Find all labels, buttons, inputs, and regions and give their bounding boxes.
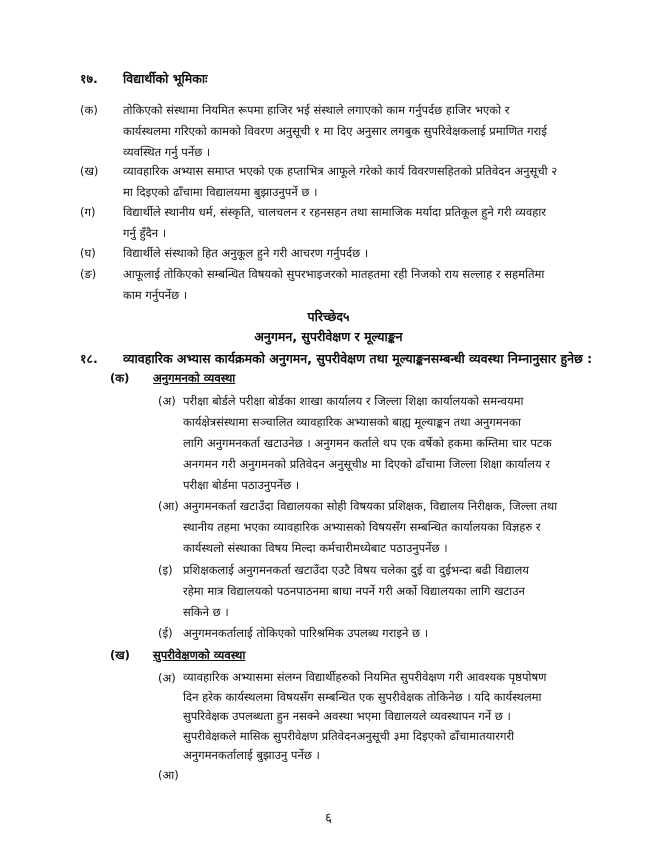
- list-item: [123, 100, 583, 163]
- list-item: [123, 202, 583, 244]
- item-text-line: विद्यार्थीले संस्थाको हित अनुकूल हुने गरी आचरण गर्नुपर्दछ ।: [123, 246, 369, 260]
- item-text-line: लागि अनुगमनकर्ता खटाउनेछ । अनुगमन कर्ताले थप एक वर्षेको हकमा कम्तिमा चार पटक: [183, 436, 552, 450]
- list-item: [183, 391, 583, 496]
- item-text-line: तोकिएको संस्थामा नियमित रूपमा हाजिर भई संस्थाले लगाएको काम गर्नुपर्दछ हाजिर भएको र: [123, 103, 510, 117]
- item-text-line: दिन हरेक कार्यस्थलमा विषयसँग सम्बन्धित एक सुपरीवेक्षक तोकिनेछ । यदि कार्यस्थलमा: [183, 689, 542, 704]
- section-17-title: विद्यार्थीको भूमिकाः: [123, 71, 208, 86]
- subsection-title: अनुगमनको व्यवस्था: [153, 371, 236, 385]
- item-text-line: व्यावहारिक अभ्यास समाप्त भएको एक हप्ताभित्र आफूले गरेको कार्य विवरणसहितको प्रतिवेदन अनुसूची २: [123, 164, 558, 178]
- item-label: (घ): [80, 246, 96, 260]
- section-18-title: व्यावहारिक अभ्यास कार्यक्रमको अनुगमन, सुपरीवेक्षण तथा मूल्याङ्कनसम्बन्धी व्यवस्था निम्नानुसार हुनेछ :: [123, 351, 593, 366]
- item-label: (ङ): [80, 267, 97, 281]
- item-text-line: स्थानीय तहमा भएका व्यावहारिक अभ्यासको विषयसँग सम्बन्धित कार्यालयका विज्ञहरु र: [183, 520, 541, 534]
- chapter-subtitle: अनुगमन, सुपरीवेक्षण र मूल्याङ्कन: [254, 329, 403, 344]
- item-label: (अ): [158, 671, 176, 685]
- item-text-line: सुपरिवेक्षक उपलब्धता हुन नसक्ने अवस्था भएमा विद्यालयले व्यवस्थापन गर्ने छ ।: [183, 709, 511, 723]
- item-text-line: कार्यस्थलमा गरिएको कामको विवरण अनुसूची १ मा दिए अनुसार लगबुक सुपरिवेक्षकलाई प्रमाणित गराई: [123, 124, 547, 138]
- list-item: [183, 560, 583, 623]
- list-item: [183, 623, 583, 644]
- list-item: [123, 161, 583, 203]
- subsection-title: सुपरीवेक्षणको व्यवस्था: [153, 648, 246, 662]
- item-text-line: गर्नु हुँदैन ।: [123, 226, 167, 240]
- chapter-title: परिच्छेद५: [307, 309, 350, 324]
- list-item: [183, 668, 583, 766]
- item-text-line: रहेमा मात्र विद्यालयको पठनपाठनमा बाधा नपर्ने गरी अर्को विद्यालयका लागि खटाउन: [183, 584, 525, 598]
- item-label: (क): [80, 103, 98, 117]
- item-label: (इ): [158, 563, 173, 577]
- section-18-number: १८.: [80, 351, 98, 366]
- item-label: (ख): [80, 164, 99, 178]
- item-label: (आ): [158, 768, 179, 782]
- item-text-line: आफूलाई तोकिएको सम्बन्धित विषयको सुपरभाइजरको मातहतमा रही निजको राय सल्लाह र सहमतिमा: [123, 267, 545, 281]
- item-label: (ग): [80, 205, 96, 219]
- subsection-label: (ख): [110, 648, 130, 662]
- item-text-line: अनुगमनकर्तालाई तोकिएको पारिश्रमिक उपलब्ध गराइने छ ।: [183, 626, 429, 640]
- item-text-line: परीक्षा बोर्डले परीक्षा बोर्डका शाखा कार्यालय र जिल्ला शिक्षा कार्यालयको समन्वयमा: [183, 394, 524, 408]
- item-text-line: विद्यार्थीले स्थानीय धर्म, संस्कृति, चालचलन र रहनसहन तथा सामाजिक मर्यादा प्रतिकूल हुने गरी व्यवहार: [123, 205, 547, 219]
- item-text-line: परीक्षा बोर्डमा पठाउनुपर्नेछ ।: [183, 478, 300, 492]
- item-text-line: अनुगमनकर्ता खटाउँदा विद्यालयका सोही विषयका प्रशिक्षक, विद्यालय निरीक्षक, जिल्ला तथा: [183, 499, 558, 513]
- item-text-line: काम गर्नुपर्नेछ ।: [123, 288, 188, 302]
- section-17-number: १७.: [80, 71, 98, 86]
- item-text-line: मा दिइएको ढाँचामा विद्यालयमा बुझाउनुपर्ने छ ।: [123, 185, 318, 199]
- item-text-line: व्यावहारिक अभ्यासमा संलग्न विद्यार्थीहरुको नियमित सुपरीवेक्षण गरी आवश्यक पृष्ठपोषण: [183, 670, 547, 684]
- list-item: [123, 243, 583, 264]
- page-number: ६: [325, 811, 332, 826]
- list-item: [123, 264, 583, 306]
- subsection-label: (क): [110, 371, 130, 385]
- item-text-line: सकिने छ ।: [183, 605, 229, 619]
- item-text-line: कार्यस्थलो संस्थाका विषय मिल्दा कर्मचारीमध्येबाट पठाउनुपर्नेछ ।: [183, 541, 448, 555]
- item-text-line: अनुगमनकर्तालाई बुझाउनु पर्नेछ ।: [183, 748, 320, 762]
- item-text-line: व्यवस्थित गर्नु पर्नेछ ।: [123, 145, 211, 159]
- list-item: [183, 496, 583, 559]
- item-text-line: प्रशिक्षकलाई अनुगमनकर्ता खटाउँदा एउटै विषय चलेका दुई वा दुईभन्दा बढी विद्यालय: [183, 563, 529, 577]
- item-text-line: कार्यक्षेत्रसंस्थामा सञ्चालित व्यावहारिक अभ्यासको बाह्य मूल्याङ्कन तथा अनुगमनका: [183, 415, 521, 429]
- item-text-line: अनगमन गरी अनुगमनको प्रतिवेदन अनुसूची४ मा दिएको ढाँचामा जिल्ला शिक्षा कार्यालय र: [183, 457, 550, 471]
- item-label: (ई): [158, 626, 173, 640]
- item-label: (आ): [158, 499, 179, 513]
- item-text-line: सुपरीवेक्षकले मासिक सुपरीवेक्षण प्रतिवेदनअनुसूची ३मा दिइएको ढाँचामातयारगरी: [183, 728, 515, 743]
- item-label: (अ): [158, 394, 176, 408]
